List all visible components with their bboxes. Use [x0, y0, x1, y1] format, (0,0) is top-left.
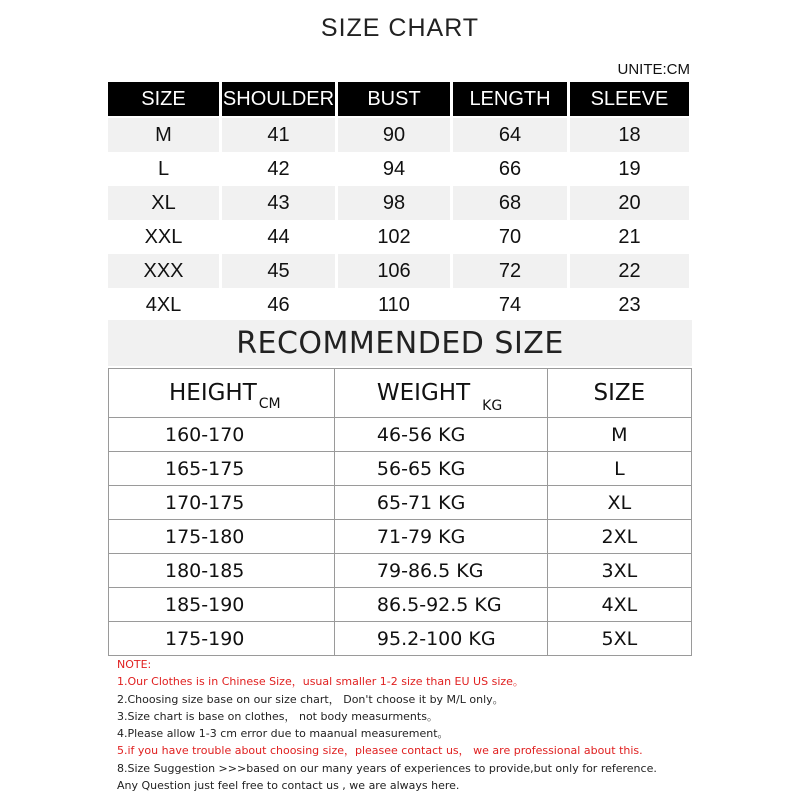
table-cell: M [108, 118, 219, 152]
table-cell: 170-175 [109, 486, 335, 520]
table-row [108, 118, 692, 152]
note-item: 8.Size Suggestion >>>based on our many years of experiences to provide,but only for reference. [117, 761, 657, 775]
table-cell: 2XL [547, 520, 691, 554]
note-item: 4.Please allow 1-3 cm error due to maanual measurement。 [117, 727, 449, 741]
recommended-size-table [108, 368, 692, 656]
table-cell: 68 [453, 186, 567, 220]
unit-label: UNITE:CM [617, 61, 690, 78]
table-cell: 4XL [108, 288, 219, 322]
table-cell: L [547, 452, 691, 486]
table-cell: 21 [570, 220, 689, 254]
table-cell: 160-170 [109, 418, 335, 452]
size-chart-header [108, 82, 692, 116]
table-cell: 43 [222, 186, 335, 220]
table-cell: 72 [453, 254, 567, 288]
notes-section [117, 656, 757, 794]
header-height-label: HEIGHT [169, 380, 257, 406]
table-cell: 175-180 [109, 520, 335, 554]
table-cell: M [547, 418, 691, 452]
table-cell: 165-175 [109, 452, 335, 486]
header-size: SIZE [108, 82, 219, 116]
table-cell: 90 [338, 118, 450, 152]
table-cell: 18 [570, 118, 689, 152]
note-item: 2.Choosing size base on our size chart， Don't choose it by M/L only。 [117, 692, 504, 706]
header-weight [334, 369, 547, 418]
table-cell: 22 [570, 254, 689, 288]
table-cell: 185-190 [109, 588, 335, 622]
header-height-unit: CM [258, 396, 281, 412]
table-row [109, 588, 692, 622]
table-cell: XXL [108, 220, 219, 254]
table-cell: 65-71 KG [334, 486, 547, 520]
table-cell: 94 [338, 152, 450, 186]
table-cell: 98 [338, 186, 450, 220]
table-row [109, 418, 692, 452]
table-cell: 110 [338, 288, 450, 322]
table-cell: 175-190 [109, 622, 335, 656]
table-row [109, 554, 692, 588]
table-cell: L [108, 152, 219, 186]
table-header-row [109, 369, 692, 418]
table-cell: 41 [222, 118, 335, 152]
notes-heading: NOTE: [117, 658, 152, 671]
header-weight-label: WEIGHT [376, 380, 471, 406]
table-cell: 20 [570, 186, 689, 220]
table-cell: 102 [338, 220, 450, 254]
table-cell: 71-79 KG [334, 520, 547, 554]
table-cell: 46-56 KG [334, 418, 547, 452]
table-cell: XXX [108, 254, 219, 288]
table-cell: 74 [453, 288, 567, 322]
table-cell: 23 [570, 288, 689, 322]
size-chart-title: SIZE CHART [320, 14, 480, 42]
table-cell: 3XL [547, 554, 691, 588]
table-row [108, 152, 692, 186]
table-row [109, 452, 692, 486]
header-height [109, 369, 335, 418]
note-item: 1.Our Clothes is in Chinese Size，usual smaller 1-2 size than EU US size。 [117, 675, 524, 689]
table-cell: 56-65 KG [334, 452, 547, 486]
size-chart-body [108, 118, 692, 322]
header-weight-unit: KG [482, 398, 503, 414]
note-item: 3.Size chart is base on clothes， not body measurments。 [117, 709, 438, 723]
table-cell: 70 [453, 220, 567, 254]
table-cell: 66 [453, 152, 567, 186]
table-cell: 4XL [547, 588, 691, 622]
table-cell: 46 [222, 288, 335, 322]
header-bust: BUST [338, 82, 450, 116]
table-row [108, 254, 692, 288]
table-cell: 64 [453, 118, 567, 152]
table-cell: 45 [222, 254, 335, 288]
table-cell: 95.2-100 KG [334, 622, 547, 656]
table-cell: 19 [570, 152, 689, 186]
table-row [108, 288, 692, 322]
table-cell: 106 [338, 254, 450, 288]
table-cell: XL [108, 186, 219, 220]
table-row [109, 486, 692, 520]
table-row [108, 186, 692, 220]
header-length: LENGTH [453, 82, 567, 116]
table-cell: 42 [222, 152, 335, 186]
header-size: SIZE [547, 369, 691, 418]
note-item: Any Question just feel free to contact us , we are always here. [117, 779, 460, 793]
table-row [108, 220, 692, 254]
table-cell: XL [547, 486, 691, 520]
table-cell: 86.5-92.5 KG [334, 588, 547, 622]
table-cell: 5XL [547, 622, 691, 656]
header-shoulder: SHOULDER [222, 82, 335, 116]
recommended-size-title: RECOMMENDED SIZE [108, 320, 692, 366]
table-row [109, 622, 692, 656]
table-cell: 180-185 [109, 554, 335, 588]
table-cell: 44 [222, 220, 335, 254]
header-sleeve: SLEEVE [570, 82, 689, 116]
table-cell: 79-86.5 KG [334, 554, 547, 588]
table-row [109, 520, 692, 554]
note-item: 5.if you have trouble about choosing size，pleasee contact us， we are professional about this. [117, 744, 643, 758]
